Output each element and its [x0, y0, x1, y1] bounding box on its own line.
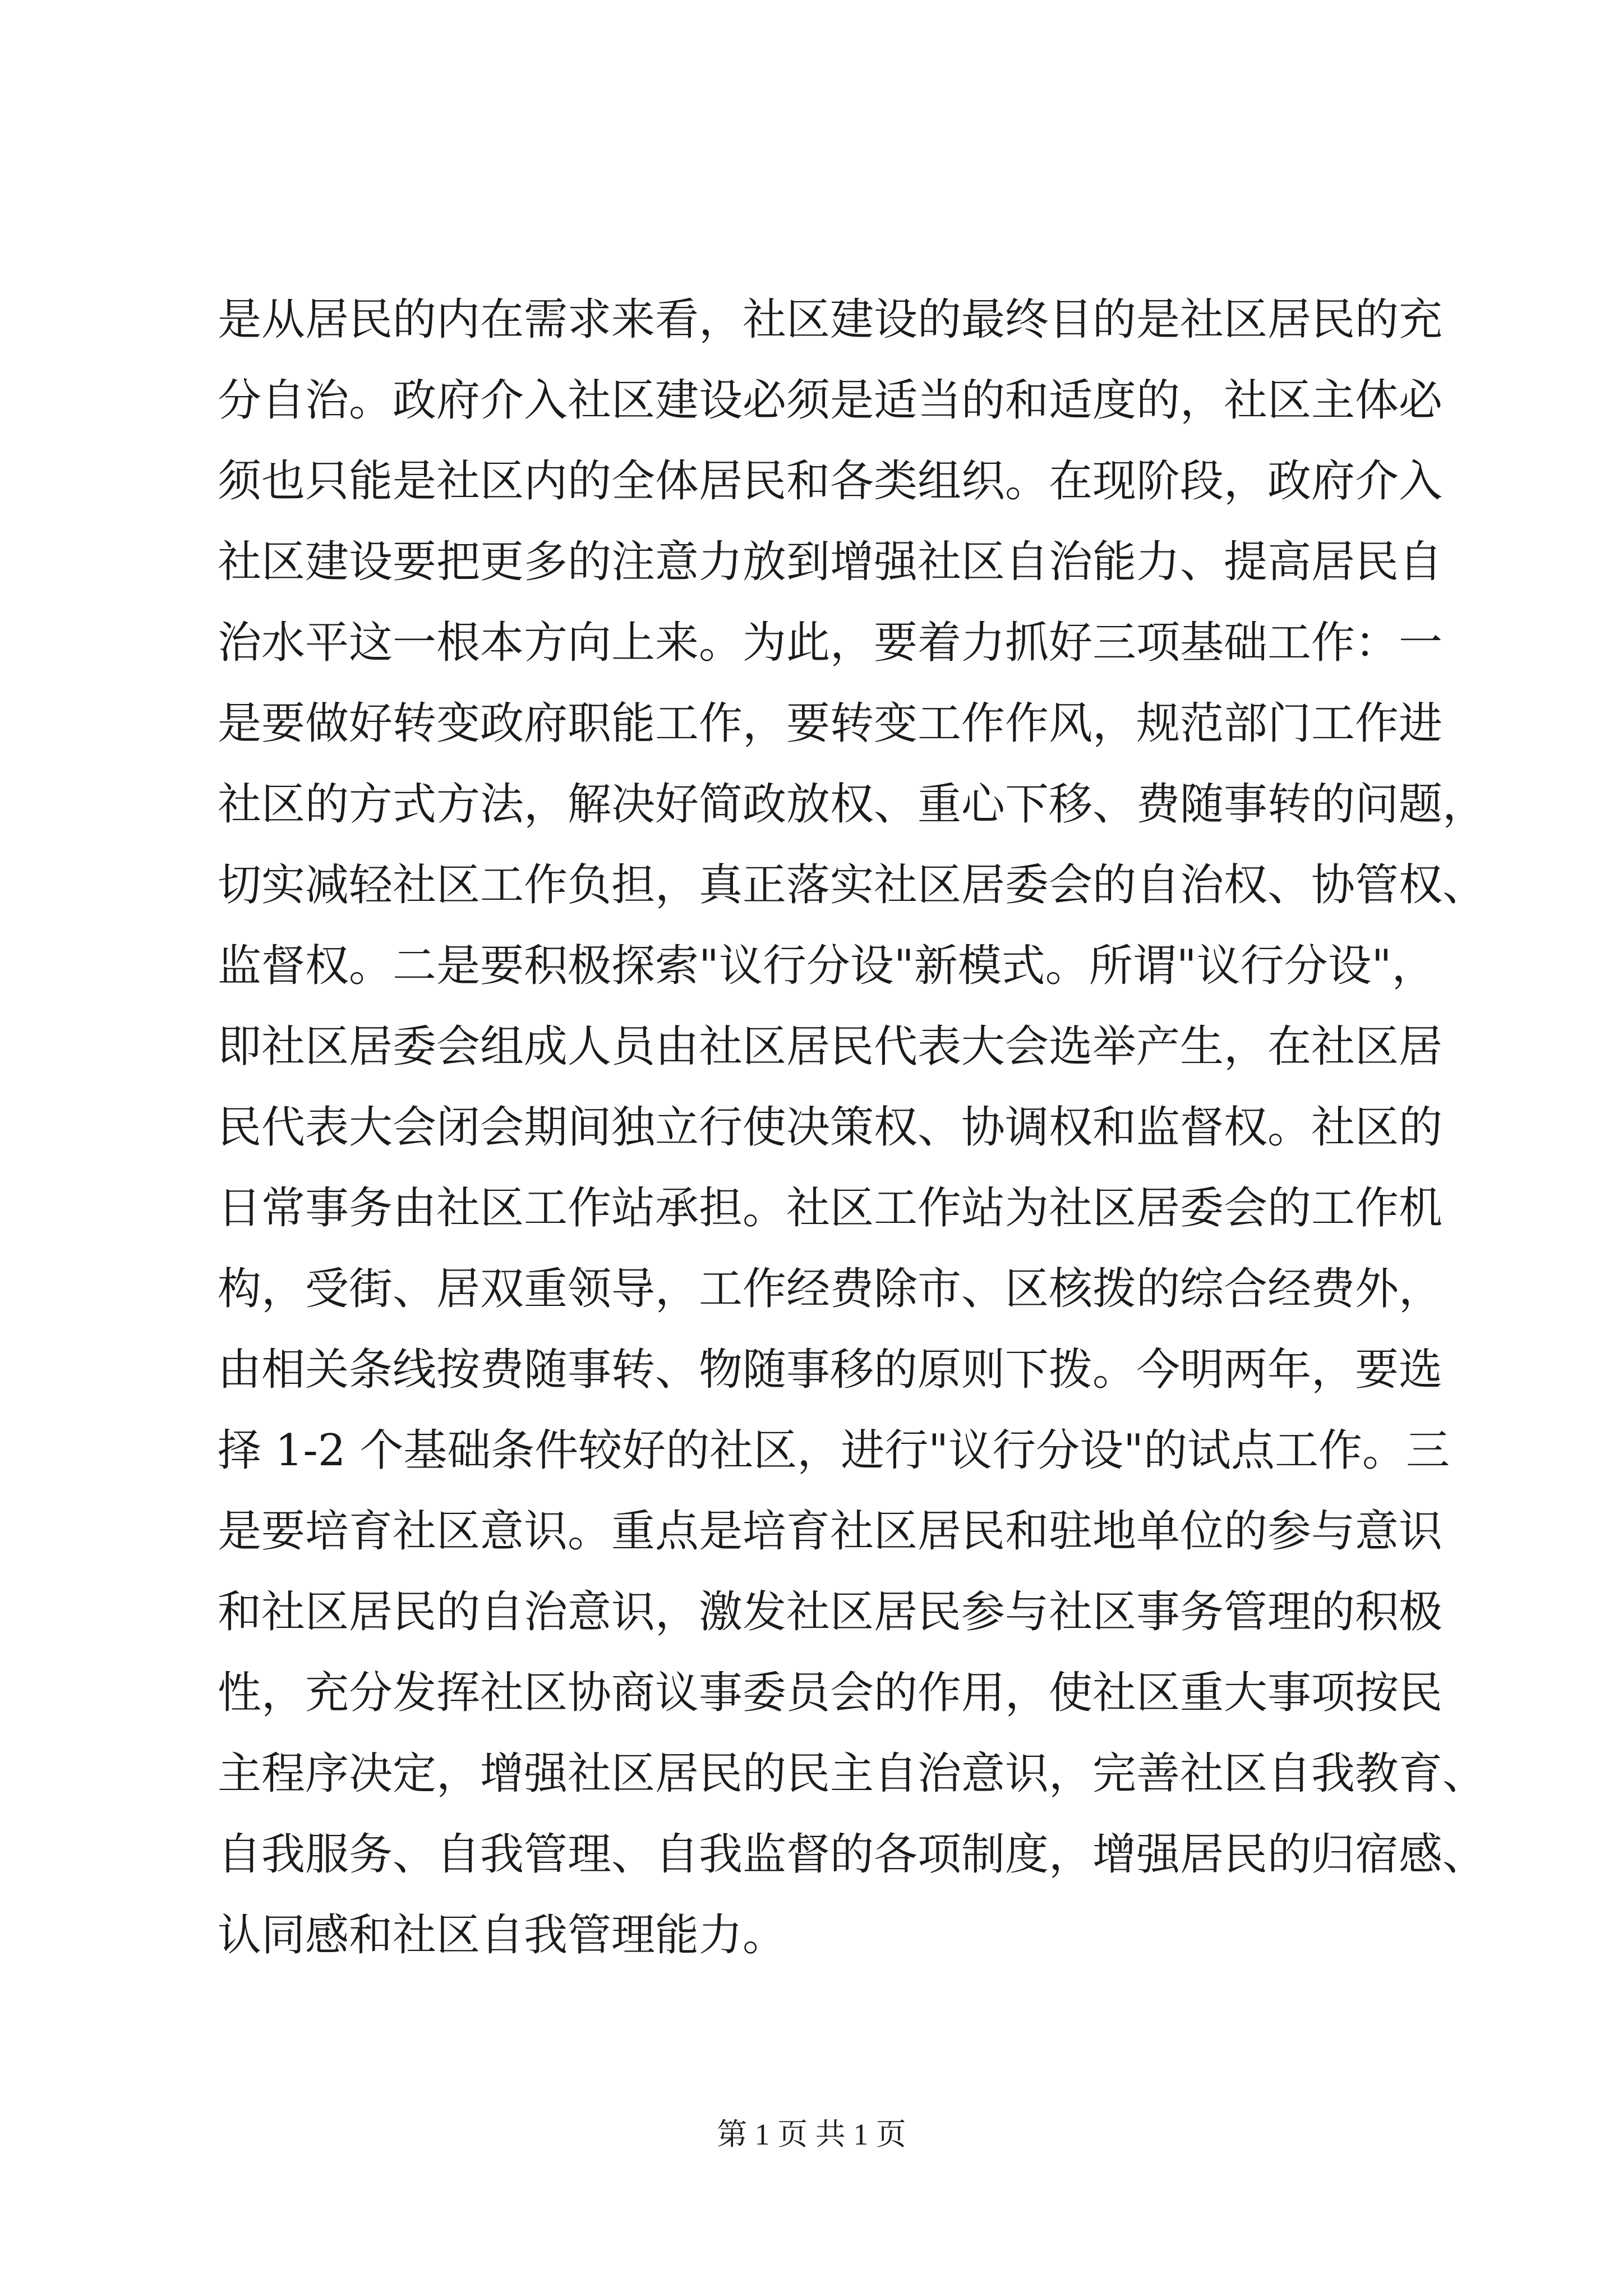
text-line: 构，受街、居双重领导，工作经费除市、区核拨的综合经费外， [218, 1264, 1443, 1314]
text-line: 即社区居委会组成人员由社区居民代表大会选举产生，在社区居 [218, 1022, 1443, 1072]
text-line: 日常事务由社区工作站承担。社区工作站为社区居委会的工作机 [218, 1183, 1443, 1234]
text-line: 是要培育社区意识。重点是培育社区居民和驻地单位的参与意识 [218, 1506, 1443, 1557]
text-line: 分自治。政府介入社区建设必须是适当的和适度的，社区主体必 [218, 375, 1443, 426]
page-number-footer: 第 1 页 共 1 页 [717, 2118, 906, 2151]
text-line: 性，充分发挥社区协商议事委员会的作用，使社区重大事项按民 [218, 1668, 1443, 1718]
text-line: 自我服务、自我管理、自我监督的各项制度，增强居民的归宿感、 [218, 1829, 1487, 1880]
text-line: 须也只能是社区内的全体居民和各类组织。在现阶段，政府介入 [218, 456, 1443, 507]
text-line: 社区建设要把更多的注意力放到增强社区自治能力、提高居民自 [218, 537, 1443, 587]
text-line: 民代表大会闭会期间独立行使决策权、协调权和监督权。社区的 [218, 1102, 1443, 1153]
text-line: 社区的方式方法，解决好简政放权、重心下移、费随事转的问题， [218, 779, 1487, 830]
text-line: 主程序决定，增强社区居民的民主自治意识，完善社区自我教育、 [218, 1749, 1487, 1799]
text-line: 和社区居民的自治意识，激发社区居民参与社区事务管理的积极 [218, 1587, 1443, 1637]
text-line: 由相关条线按费随事转、物随事移的原则下拨。今明两年，要选 [218, 1345, 1443, 1395]
text-line: 是从居民的内在需求来看，社区建设的最终目的是社区居民的充 [218, 295, 1443, 345]
text-line: 切实减轻社区工作负担，真正落实社区居委会的自治权、协管权、 [218, 860, 1487, 910]
text-line: 监督权。二是要积极探索"议行分设"新模式。所谓"议行分设"， [218, 941, 1436, 991]
text-line: 是要做好转变政府职能工作，要转变工作作风，规范部门工作进 [218, 698, 1443, 749]
body-paragraph [218, 279, 1487, 1976]
text-line: 治水平这一根本方向上来。为此，要着力抓好三项基础工作：一 [218, 618, 1443, 668]
text-line: 择 1-2 个基础条件较好的社区，进行"议行分设"的试点工作。三 [218, 1425, 1450, 1476]
text-line: 认同感和社区自我管理能力。 [218, 1910, 787, 1961]
